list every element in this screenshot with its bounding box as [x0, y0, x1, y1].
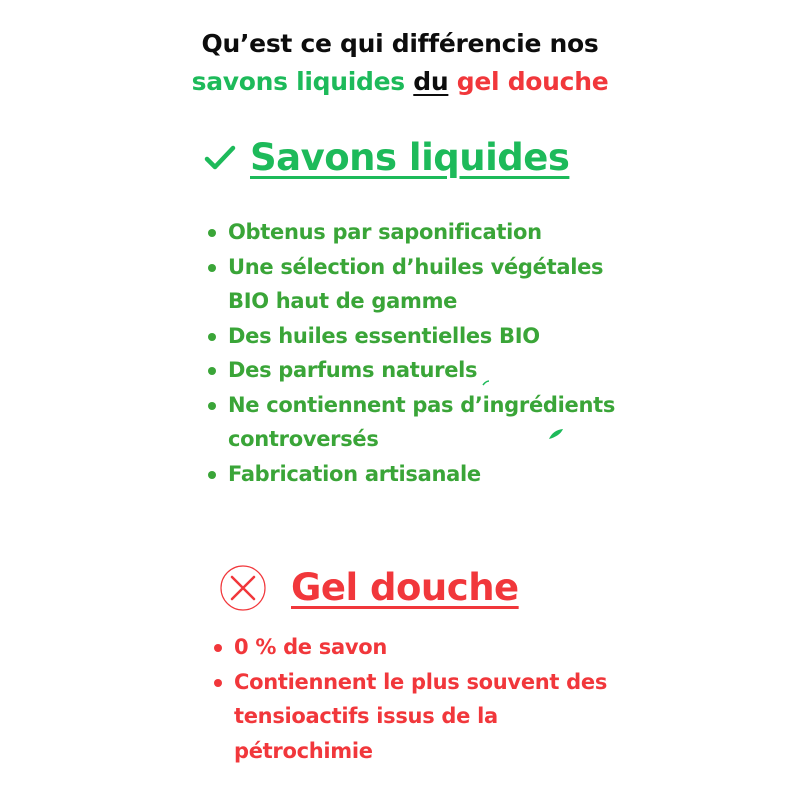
savons-heading: Savons liquides: [250, 136, 570, 179]
title-savons-liquides: savons liquides: [191, 67, 405, 96]
check-icon: [204, 144, 236, 172]
list-item: Des parfums naturels: [205, 353, 625, 388]
gel-list: [211, 630, 611, 768]
leaf-icon: [548, 428, 564, 440]
list-item: Ne contiennent pas d’ingrédients controversés: [205, 388, 625, 457]
x-circle-icon: [219, 564, 267, 612]
title-gel-douche: gel douche: [456, 67, 609, 96]
list-item: Contiennent le plus souvent des tensioactifs issus de la pétrochimie: [211, 665, 611, 769]
list-item: 0 % de savon: [211, 630, 611, 665]
savons-list: [205, 215, 625, 491]
gel-section-heading: [219, 562, 519, 614]
title-du: du: [413, 67, 449, 96]
list-item: Obtenus par saponification: [205, 215, 625, 250]
title-line-2: [0, 62, 800, 102]
leaf-mark-icon: [482, 380, 490, 386]
savons-section-heading: [204, 132, 569, 184]
list-item: Une sélection d’huiles végétales BIO haut de gamme: [205, 250, 625, 319]
list-item: Fabrication artisanale: [205, 457, 625, 492]
list-item: Des huiles essentielles BIO: [205, 319, 625, 354]
title-line-1: Qu’est ce qui différencie nos: [201, 29, 599, 58]
gel-heading: Gel douche: [291, 566, 519, 609]
